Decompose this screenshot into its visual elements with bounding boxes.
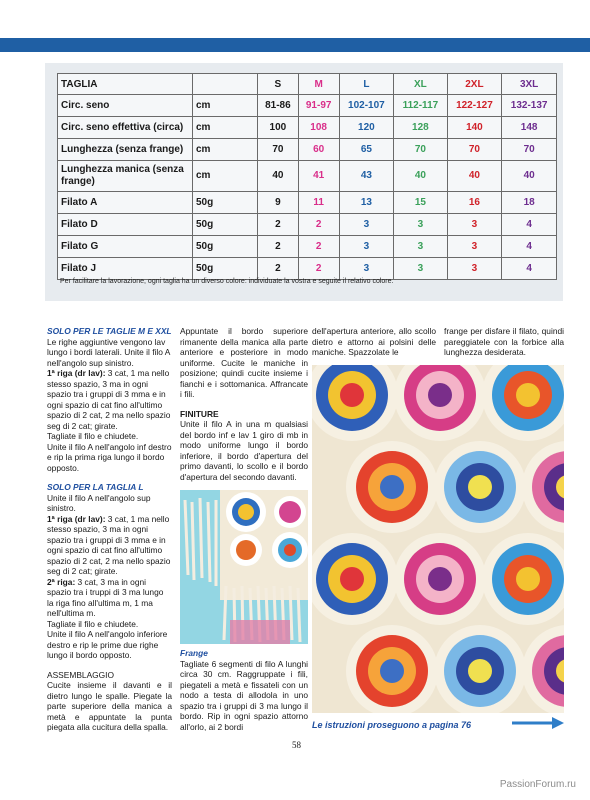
motif-ring	[380, 659, 404, 683]
size-2xl-cell: 3	[447, 258, 502, 280]
size-s-cell: 40	[258, 161, 299, 192]
paragraph: Tagliate 6 segmenti di filo A lunghi circa 30 cm. Raggruppate i fili, piegateli a metà e fissateli con un nodo a testa di allodola in uno spazio tra i gruppi di 3 ma lungo il bordo. Rip in ogni spazio attorno all'orlo, ai 2 bordi	[180, 658, 308, 732]
unit-cell: 50g	[193, 192, 258, 214]
table-row	[58, 161, 557, 192]
table-row	[58, 214, 557, 236]
row-label-cell: TAGLIA	[58, 74, 193, 95]
size-m-cell: 60	[298, 139, 339, 161]
continue-link: Le istruzioni proseguono a pagina 76	[312, 720, 472, 730]
size-s-cell: 70	[258, 139, 299, 161]
row-instruction	[47, 368, 172, 431]
size-l-cell: 3	[339, 236, 394, 258]
heading-sizes-m-xxl: SOLO PER LE TAGLIE M E XXL	[47, 326, 172, 336]
row-label-cell: Filato A	[58, 192, 193, 214]
paragraph: frange per disfare il filato, quindi pareggiatele con la forbice alla lunghezza desiderata.	[444, 326, 564, 357]
size-2xl-cell: 16	[447, 192, 502, 214]
row-label-cell: Circ. seno	[58, 95, 193, 117]
unit-cell	[193, 74, 258, 95]
row-label: 2ª riga:	[47, 576, 76, 587]
motif-ring	[380, 475, 404, 499]
size-xl-cell: 128	[394, 117, 447, 139]
size-2xl-cell: 70	[447, 139, 502, 161]
size-xl-cell: 3	[394, 258, 447, 280]
row-label-cell: Filato J	[58, 258, 193, 280]
row-text: 3 cat, 3 ma in ogni spazio tra i truppi di 3 ma lungo la riga fino all'ultima m, 1 ma nell'ultima m.	[47, 576, 164, 618]
paragraph: Appuntate il bordo superiore rimanente della manica alla parte anteriore e posteriore in modo uniforme. Cucite le maniche in posizione; quindi cucite insieme i fianchi e i sottomanica. Affrancate i fili.	[180, 326, 308, 399]
table-row	[58, 236, 557, 258]
size-s-cell: S	[258, 74, 299, 95]
size-m-cell: 11	[298, 192, 339, 214]
table-header-row	[58, 74, 557, 95]
unit-cell: cm	[193, 139, 258, 161]
row-text: 3 cat, 1 ma nello stesso spazio, 3 ma in ogni spazio tra i gruppi di 3 mma e in ogni spazio di cat fino all'ultimo spazio di 2 cat, 2 ma nello spazio seg di 2 cat; girate.	[47, 513, 171, 576]
size-3xl-cell: 70	[502, 139, 557, 161]
size-xl-cell: XL	[394, 74, 447, 95]
motif-ring	[468, 659, 492, 683]
watermark: PassionForum.ru	[499, 779, 576, 790]
size-xl-cell: 3	[394, 214, 447, 236]
unit-cell: cm	[193, 161, 258, 192]
size-s-cell: 2	[258, 214, 299, 236]
table-row	[58, 117, 557, 139]
motif-ring	[340, 383, 364, 407]
granny-square-photo	[312, 365, 564, 713]
table-row	[58, 139, 557, 161]
top-banner	[0, 38, 590, 52]
size-l-cell: 43	[339, 161, 394, 192]
size-3xl-cell: 148	[502, 117, 557, 139]
text-column-4	[444, 326, 564, 358]
paragraph: Tagliate il filo e chiudete.	[47, 431, 139, 441]
row-label-cell: Filato D	[58, 214, 193, 236]
size-m-cell: 108	[298, 117, 339, 139]
size-s-cell: 2	[258, 236, 299, 258]
size-table-note: Per facilitare la lavorazione, ogni taglia ha un diverso colore: individuate la vostra e seguite il relativo colore.	[60, 278, 394, 285]
paragraph: Le righe aggiuntive vengono lav lungo i bordi laterali. Unite il filo A nell'angolo sup sinistro.	[47, 336, 170, 368]
table-row	[58, 95, 557, 117]
row-instruction	[47, 514, 172, 577]
size-l-cell: 3	[339, 214, 394, 236]
paragraph: Unite il filo A nell'angolo inf destro e rip la prima riga lungo il bordo opposto.	[47, 441, 172, 473]
size-xl-cell: 3	[394, 236, 447, 258]
size-2xl-cell: 122-127	[447, 95, 502, 117]
size-s-cell: 9	[258, 192, 299, 214]
size-l-cell: L	[339, 74, 394, 95]
heading-finishing: FINITURE	[180, 408, 219, 419]
size-3xl-cell: 40	[502, 161, 557, 192]
text-column-2	[180, 326, 308, 482]
motif-ring	[468, 475, 492, 499]
motif-ring	[428, 383, 452, 407]
size-table	[57, 73, 557, 280]
size-3xl-cell: 132-137	[502, 95, 557, 117]
unit-cell: 50g	[193, 236, 258, 258]
heading-size-l: SOLO PER LA TAGLIA L	[47, 482, 144, 492]
size-s-cell: 81-86	[258, 95, 299, 117]
size-2xl-cell: 3	[447, 236, 502, 258]
size-2xl-cell: 140	[447, 117, 502, 139]
size-3xl-cell: 3XL	[502, 74, 557, 95]
size-3xl-cell: 4	[502, 214, 557, 236]
heading-fringe: Frange	[180, 648, 208, 658]
size-l-cell: 13	[339, 192, 394, 214]
row-label-cell: Lunghezza manica (senza frange)	[58, 161, 193, 192]
paragraph: dell'apertura anteriore, allo scollo dietro e attorno ai polsini delle maniche. Spazzolate le	[312, 326, 436, 357]
motif-ring	[428, 567, 452, 591]
unit-cell: 50g	[193, 214, 258, 236]
size-l-cell: 65	[339, 139, 394, 161]
row-instruction	[47, 577, 172, 619]
size-l-cell: 102-107	[339, 95, 394, 117]
heading-assembly: ASSEMBLAGGIO	[47, 669, 115, 680]
size-s-cell: 100	[258, 117, 299, 139]
row-label-cell: Filato G	[58, 236, 193, 258]
unit-cell: cm	[193, 117, 258, 139]
size-xl-cell: 112-117	[394, 95, 447, 117]
motif-ring	[516, 567, 540, 591]
size-xl-cell: 15	[394, 192, 447, 214]
paragraph: Unite il filo A nell'angolo sup sinistro.	[47, 492, 151, 513]
size-m-cell: M	[298, 74, 339, 95]
size-xl-cell: 70	[394, 139, 447, 161]
size-s-cell: 2	[258, 258, 299, 280]
paragraph: Unite il filo A nell'angolo inferiore destro e rip le prime due righe lungo il bordo opposto.	[47, 629, 168, 660]
size-m-cell: 2	[298, 236, 339, 258]
fringe-photo	[180, 490, 308, 644]
text-column-2-lower	[180, 648, 308, 732]
row-label-cell: Lunghezza (senza frange)	[58, 139, 193, 161]
row-label: 1ª riga (dr lav):	[47, 368, 106, 378]
text-column-1	[47, 326, 172, 733]
paragraph: Unite il filo A in una m qualsiasi del bordo inf e lav 1 giro di mb in modo uniforme lungo il bordo inferiore, il bordo d'apertura del primo davanti, lo scollo e il bordo d'apertura del secondo davanti.	[180, 419, 308, 482]
size-2xl-cell: 40	[447, 161, 502, 192]
table-row	[58, 192, 557, 214]
size-3xl-cell: 18	[502, 192, 557, 214]
size-m-cell: 2	[298, 214, 339, 236]
row-text: 3 cat, 1 ma nello stesso spazio, 3 ma in ogni spazio tra i gruppi di 3 mma e in ogni spazio di cat fino all'ultimo spazio di 2 cat, 2 ma nello spazio seg di 2 cat; girate.	[47, 368, 171, 431]
text-column-3	[312, 326, 436, 358]
row-label: 1ª riga (dr lav):	[47, 513, 106, 524]
page-number: 58	[292, 740, 301, 750]
size-m-cell: 91-97	[298, 95, 339, 117]
unit-cell: cm	[193, 95, 258, 117]
size-l-cell: 3	[339, 258, 394, 280]
size-3xl-cell: 4	[502, 236, 557, 258]
size-2xl-cell: 3	[447, 214, 502, 236]
size-m-cell: 2	[298, 258, 339, 280]
size-3xl-cell: 4	[502, 258, 557, 280]
motif-ring	[340, 567, 364, 591]
paragraph: Tagliate il filo e chiudete.	[47, 618, 139, 629]
size-l-cell: 120	[339, 117, 394, 139]
row-label-cell: Circ. seno effettiva (circa)	[58, 117, 193, 139]
arrow-right-icon	[512, 716, 564, 730]
unit-cell: 50g	[193, 258, 258, 280]
paragraph: Cucite insieme il davanti e il dietro lungo le spalle. Piegate la parte superiore della manica a metà e appuntate la punta piegata alla cucitura della spalla.	[47, 680, 172, 732]
size-xl-cell: 40	[394, 161, 447, 192]
size-m-cell: 41	[298, 161, 339, 192]
size-table-panel	[45, 63, 563, 301]
size-2xl-cell: 2XL	[447, 74, 502, 95]
table-row	[58, 258, 557, 280]
motif-ring	[516, 383, 540, 407]
